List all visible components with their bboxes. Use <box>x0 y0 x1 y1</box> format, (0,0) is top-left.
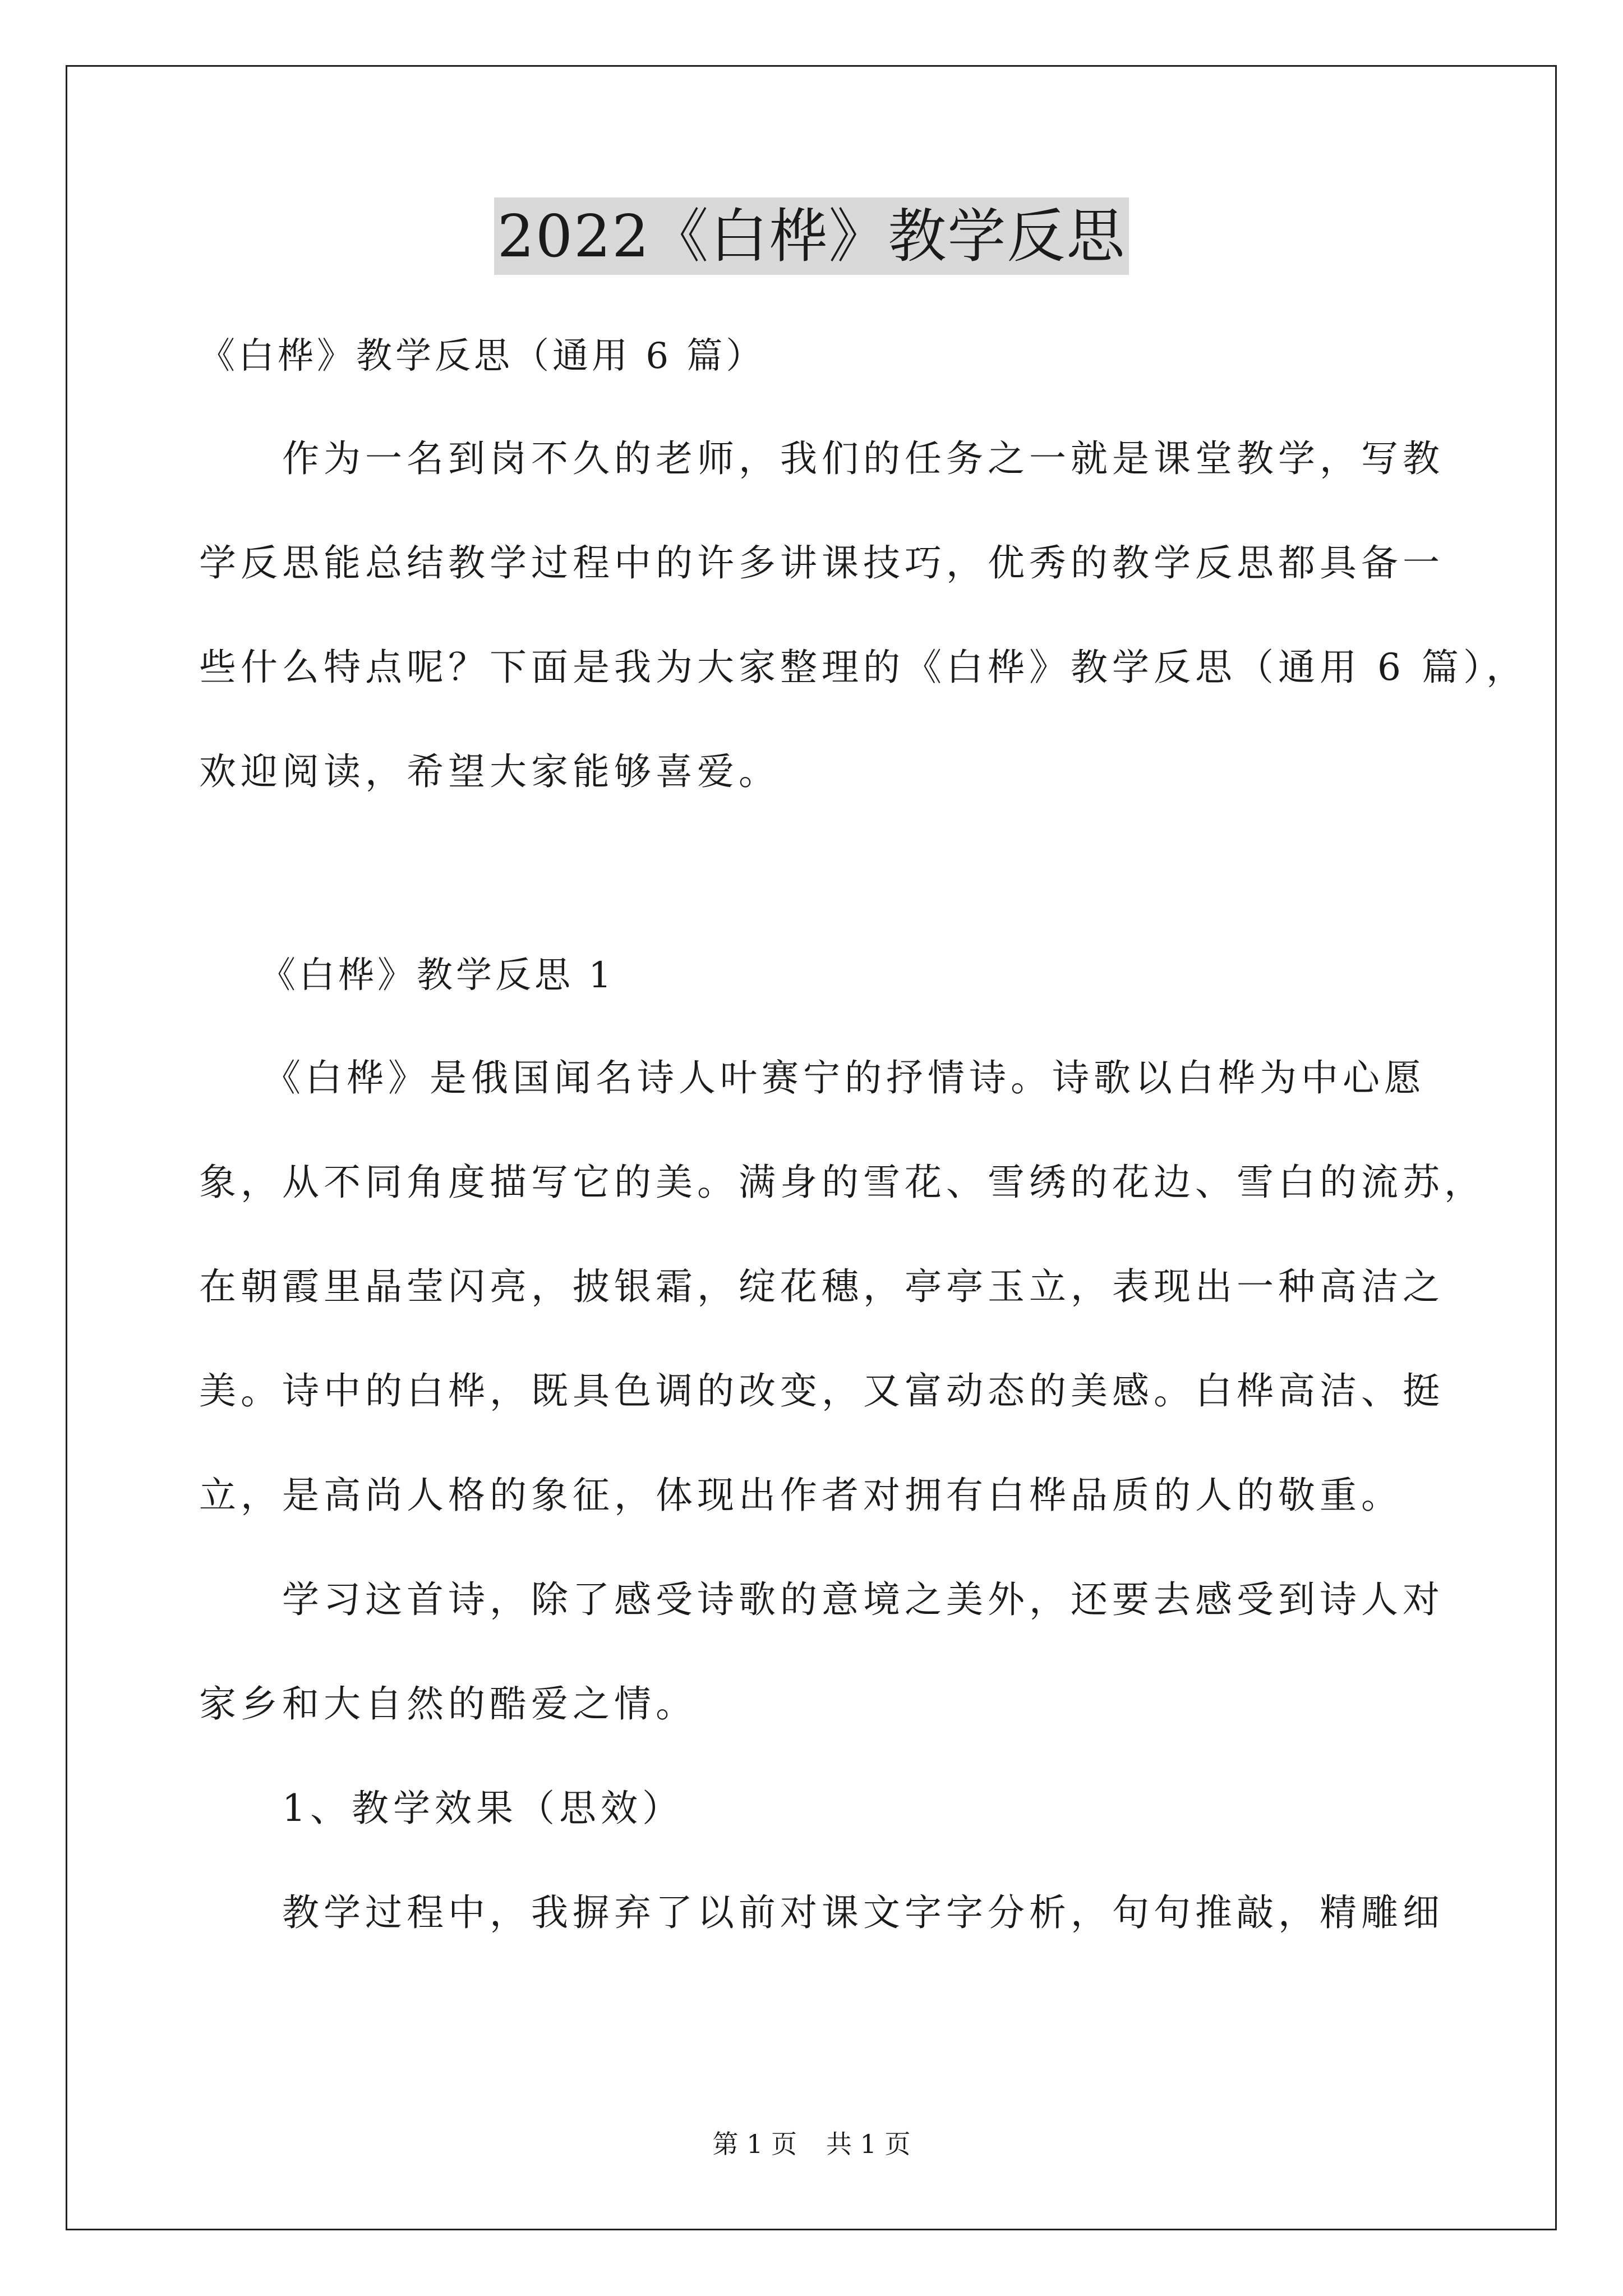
title-container <box>0 197 1623 275</box>
intro-line: 作为一名到岗不久的老师，我们的任务之一就是课堂教学，写教 <box>199 437 1444 480</box>
document-title: 2022《白桦》教学反思 <box>494 197 1129 275</box>
page-footer <box>0 2127 1623 2161</box>
body-line: 象，从不同角度描写它的美。满身的雪花、雪绣的花边、雪白的流苏， <box>199 1161 1486 1204</box>
page-total: 共 1 页 <box>826 2129 911 2159</box>
body-line: 立，是高尚人格的象征，体现出作者对拥有白桦品质的人的敬重。 <box>199 1474 1403 1517</box>
body-line: 美。诗中的白桦，既具色调的改变，又富动态的美感。白桦高洁、挺 <box>199 1369 1444 1412</box>
intro-line: 学反思能总结教学过程中的许多讲课技巧，优秀的教学反思都具备一 <box>199 541 1444 585</box>
intro-line: 欢迎阅读，希望大家能够喜爱。 <box>199 750 780 793</box>
section-heading: 《白桦》教学反思 1 <box>199 955 615 996</box>
body-line: 《白桦》是俄国闻名诗人叶赛宁的抒情诗。诗歌以白桦为中心愿 <box>199 1056 1426 1099</box>
body-line: 教学过程中，我摒弃了以前对课文字字分析，句句推敲，精雕细 <box>199 1891 1444 1934</box>
body-line: 学习这首诗，除了感受诗歌的意境之美外，还要去感受到诗人对 <box>199 1578 1444 1621</box>
body-line: 在朝霞里晶莹闪亮，披银霜，绽花穗，亭亭玉立，表现出一种高洁之 <box>199 1265 1444 1308</box>
page-number: 第 1 页 <box>712 2129 797 2159</box>
document-body <box>199 306 1528 1965</box>
intro-line: 些什么特点呢？下面是我为大家整理的《白桦》教学反思（通用 6 篇）， <box>199 646 1528 689</box>
paragraph-gap <box>199 824 1483 925</box>
body-line: 1、教学效果（思效） <box>199 1787 684 1830</box>
body-line: 家乡和大自然的酷爱之情。 <box>199 1682 697 1726</box>
document-subtitle: 《白桦》教学反思（通用 6 篇） <box>199 335 766 377</box>
